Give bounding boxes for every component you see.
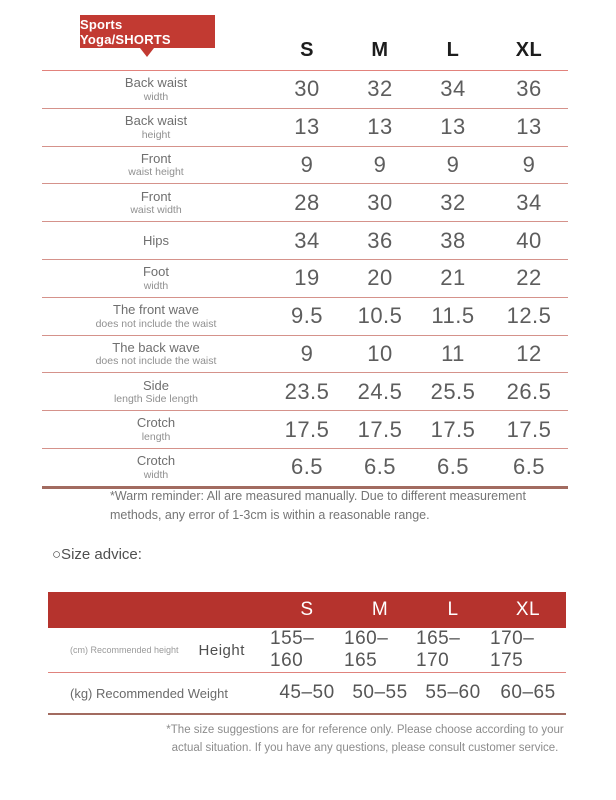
cell-value-xl: 12: [516, 340, 542, 366]
row-label: Back waist: [124, 75, 188, 91]
row-label: Front: [140, 188, 172, 204]
row-label: Side: [142, 377, 170, 393]
height-value-m: 160–165: [344, 628, 389, 671]
height-value-l: 165–170: [416, 628, 461, 671]
row-label: Back waist: [124, 113, 188, 129]
weight-value-m: 50–55: [352, 682, 408, 703]
height-unit-label: (cm) Recommended height: [70, 645, 179, 655]
cell-value-l: 6.5: [436, 454, 470, 480]
cell-value-xl: 17.5: [506, 416, 552, 442]
cell-value-m: 32: [367, 76, 393, 102]
weight-label-cell: [48, 673, 270, 713]
row-label: Crotch: [136, 453, 176, 469]
cell-value-s: 9: [300, 340, 314, 366]
cell-value-xl: 12.5: [506, 303, 552, 329]
weight-value-xl: 60–65: [500, 682, 556, 703]
column-header-s: S: [300, 38, 314, 61]
row-sublabel: width: [143, 90, 169, 103]
cell-value-m: 30: [367, 189, 393, 215]
size-advice-heading: ○Size advice:: [52, 546, 142, 563]
row-sublabel: width: [143, 279, 169, 292]
cell-value-l: 11: [441, 340, 465, 366]
table-row: [42, 373, 568, 411]
row-sublabel: waist width: [130, 204, 182, 217]
cell-value-m: 9: [373, 151, 387, 177]
size-table-body: [42, 70, 568, 489]
advice-column-xl: XL: [515, 599, 541, 620]
cell-value-xl: 6.5: [512, 454, 546, 480]
advice-header-spacer: [48, 592, 270, 628]
size-table: [42, 30, 568, 489]
cell-value-l: 9: [446, 151, 460, 177]
cell-value-s: 9.5: [290, 303, 324, 329]
cell-value-xl: 22: [516, 265, 542, 291]
cell-value-m: 24.5: [357, 378, 403, 404]
cell-value-m: 6.5: [363, 454, 397, 480]
cell-value-s: 30: [294, 76, 320, 102]
table-row: [42, 222, 568, 260]
table-row: [42, 411, 568, 449]
row-sublabel: waist height: [128, 166, 184, 179]
row-label-cell: [42, 147, 270, 184]
weight-value-l: 55–60: [425, 682, 481, 703]
weight-label: (kg) Recommended Weight: [70, 685, 228, 701]
cell-value-l: 32: [440, 189, 466, 215]
column-header-l: L: [446, 38, 460, 61]
row-label-cell: [42, 411, 270, 448]
row-label-cell: [42, 260, 270, 297]
weight-value-s: 45–50: [279, 682, 335, 703]
cell-value-l: 21: [440, 265, 466, 291]
height-label: Height: [198, 641, 245, 659]
cell-value-xl: 26.5: [506, 378, 552, 404]
row-label-cell: [42, 184, 270, 221]
cell-value-s: 13: [294, 114, 320, 140]
row-label-cell: [42, 298, 270, 335]
cell-value-l: 34: [440, 76, 466, 102]
size-table-header: [42, 30, 568, 70]
row-sublabel: height: [141, 128, 171, 141]
cell-value-m: 17.5: [357, 416, 403, 442]
cell-value-s: 23.5: [284, 378, 330, 404]
cell-value-l: 11.5: [431, 303, 475, 329]
recommended-height-row: [48, 628, 566, 673]
height-value-s: 155–160: [270, 628, 315, 671]
row-label: Front: [140, 150, 172, 166]
cell-value-xl: 34: [516, 189, 542, 215]
row-label-cell: [42, 222, 270, 259]
advice-column-s: S: [300, 599, 314, 620]
row-sublabel: length: [141, 431, 171, 444]
cell-value-s: 19: [294, 265, 320, 291]
row-sublabel: length Side length: [113, 393, 199, 406]
height-value-xl: 170–175: [490, 628, 535, 671]
cell-value-xl: 40: [516, 227, 542, 253]
recommended-weight-row: [48, 673, 566, 715]
row-label: Hips: [142, 232, 169, 248]
row-label-cell: [42, 336, 270, 373]
cell-value-s: 28: [294, 189, 320, 215]
cell-value-m: 13: [367, 114, 393, 140]
column-header-m: M: [371, 38, 389, 61]
advice-header-bar: [48, 592, 566, 628]
cell-value-xl: 36: [516, 76, 542, 102]
cell-value-l: 17.5: [430, 416, 476, 442]
header-spacer: [42, 30, 270, 70]
cell-value-s: 9: [300, 151, 314, 177]
table-row: [42, 336, 568, 374]
row-label: Crotch: [136, 415, 176, 431]
row-label-cell: [42, 109, 270, 146]
cell-value-s: 6.5: [290, 454, 324, 480]
product-badge-label: Sports Yoga/SHORTS: [80, 16, 171, 47]
height-label-cell: [48, 628, 270, 672]
row-sublabel: width: [143, 468, 169, 481]
cell-value-s: 34: [294, 227, 320, 253]
cell-value-m: 10.5: [357, 303, 403, 329]
column-header-xl: XL: [515, 38, 543, 61]
row-label: Foot: [142, 264, 169, 280]
footer-disclaimer: *The size suggestions are for reference only. Please choose according to your actual situation. If you have any questions, please consult customer service.: [166, 724, 564, 754]
table-row: [42, 449, 568, 486]
cell-value-xl: 13: [516, 114, 542, 140]
table-row: [42, 260, 568, 298]
row-label: The back wave: [112, 339, 200, 355]
cell-value-xl: 9: [522, 151, 536, 177]
cell-value-l: 13: [440, 114, 466, 140]
size-advice-table: [48, 592, 566, 715]
cell-value-m: 10: [367, 340, 393, 366]
cell-value-l: 38: [440, 227, 466, 253]
cell-value-s: 17.5: [284, 416, 330, 442]
cell-value-l: 25.5: [430, 378, 476, 404]
table-row: [42, 298, 568, 336]
row-label-cell: [42, 71, 270, 108]
row-label: The front wave: [113, 302, 199, 318]
warm-reminder-note: *Warm reminder: All are measured manually. Due to different measurement methods, any error of 1-3cm is within a reasonable range.: [110, 489, 526, 522]
cell-value-m: 20: [367, 265, 393, 291]
advice-column-l: L: [447, 599, 459, 620]
row-label-cell: [42, 373, 270, 410]
advice-column-m: M: [371, 599, 389, 620]
cell-value-m: 36: [367, 227, 393, 253]
table-row: [42, 71, 568, 109]
row-label-cell: [42, 449, 270, 486]
row-sublabel: does not include the waist: [95, 317, 217, 330]
table-row: [42, 184, 568, 222]
table-row: [42, 147, 568, 185]
row-sublabel: does not include the waist: [95, 355, 217, 368]
table-row: [42, 109, 568, 147]
